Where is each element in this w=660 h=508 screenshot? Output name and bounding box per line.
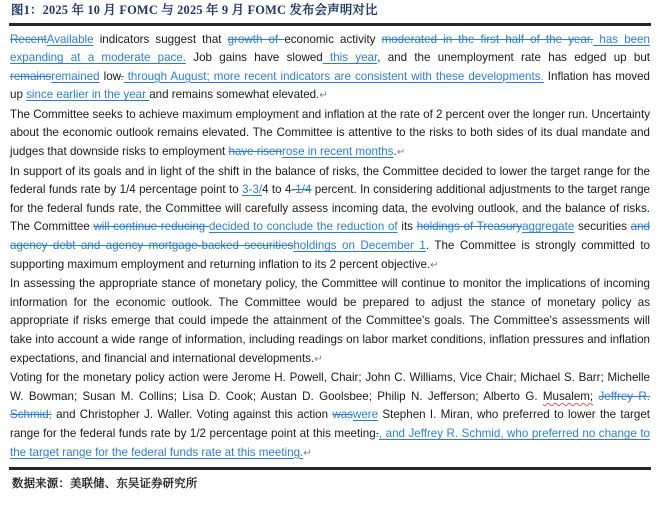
deleted-text: Recent: [10, 32, 47, 46]
unchanged-text: In support of its goals and in light of the shift in the balance of risks, the Committee decided to lower the target range for the federal funds rate by 1/4 percentage point to: [10, 164, 650, 197]
paragraph-4: [10, 275, 650, 369]
unchanged-text: The Committee seeks to achieve maximum employment and inflation at the rate of 2 percent over the longer run. Uncertainty about the economic outlook remains elevated. The Committee is attentive to the risks to both sides of its dual mandate and judges that downside risks to employment: [10, 107, 650, 159]
inserted-text: aggregate: [522, 220, 575, 234]
unchanged-text: economic activity: [284, 32, 382, 46]
inserted-text: since earlier in the year: [26, 88, 150, 102]
unchanged-text: indicators suggest that: [93, 32, 228, 46]
inserted-text: 3-3/: [242, 183, 263, 197]
paragraph-2: [10, 106, 650, 163]
deleted-text: holdings of Treasury: [416, 220, 523, 234]
paragraph-5: [10, 369, 650, 463]
deleted-text: have risen: [228, 145, 282, 159]
paragraph-mark: ↵: [396, 147, 406, 159]
unchanged-text: Inflation has moved up: [10, 69, 650, 102]
paragraph-mark: ↵: [303, 447, 312, 459]
source-note: 数据来源：美联储、东吴证券研究所: [12, 478, 198, 491]
unchanged-text: In assessing the appropriate stance of monetary policy, the Committee will continue to monitor the implications of incoming information for the economic outlook. The Committee would be prepared to adjust the stance of monetary policy as appropriate if risks emerge that could impede the attainment of the Committee's goals. The Committee's assessments will take into account a wide range of information, including readings on labor market conditions, inflation pressures and inflation expectations, and financial and international developments.: [10, 277, 650, 365]
unchanged-text: securities: [574, 220, 631, 234]
inserted-text: holdings on December 1: [293, 239, 426, 253]
figure-title: 图1：2025 年 10 月 FOMC 与 2025 年 9 月 FOMC 发布会声明对比: [11, 3, 378, 17]
unchanged-text: and Christopher J. Waller. Voting against this action: [51, 408, 333, 422]
deleted-text: moderated in the first half of the year.: [381, 32, 594, 46]
unchanged-text: its: [397, 220, 417, 234]
inserted-text: has been expanding at a moderate pace.: [10, 32, 650, 65]
unchanged-text: 4 to 4: [262, 183, 292, 197]
statement-comparison-body: [9, 26, 651, 464]
inserted-text: decided to conclude the reduction of: [208, 220, 398, 234]
inserted-text: , and Jeffrey R. Schmid, who preferred no change to the target range for the federal funds rate at this meeting.: [10, 426, 650, 459]
paragraph-mark: ↵: [314, 353, 323, 365]
deleted-text: was: [332, 408, 353, 422]
inserted-text: were: [352, 408, 379, 422]
deleted-text: Jeffrey R. Schmid;: [10, 389, 650, 422]
deleted-text: remains: [10, 69, 52, 83]
deleted-text: .: [375, 426, 379, 440]
unchanged-text: . The Committee is strongly committed to supporting maximum employment and returning inflation to its 2 percent objective.: [10, 239, 650, 271]
deleted-text: will continue reducing: [93, 220, 209, 234]
paragraph-mark: ↵: [319, 90, 328, 102]
inserted-text: through August; more recent indicators are consistent with these developments.: [123, 69, 544, 83]
paragraph-mark: ↵: [430, 259, 439, 271]
unchanged-text: .: [393, 145, 397, 159]
unchanged-text: Voting for the monetary policy action were Jerome H. Powell, Chair; John C. Williams, Vice Chair; Michael S. Barr; Michelle W. Bowman; Susan M. Collins; Lisa D. Cook; Austan D. Goolsbee; Philip N. Jefferson; Alberto G.: [10, 371, 650, 403]
inserted-text: this year: [322, 51, 378, 65]
paragraph-1: [10, 31, 650, 106]
deleted-text: and agency debt and agency mortgage-backed securities: [10, 220, 650, 253]
unchanged-text: and remains somewhat elevated.: [149, 88, 320, 102]
deleted-text: .: [120, 69, 124, 83]
inserted-text: rose in recent months: [281, 145, 394, 159]
unchanged-text: , and the unemployment rate has edged up but: [377, 51, 650, 65]
unchanged-text: Job gains have slowed: [186, 51, 323, 65]
unchanged-text: Stephen I. Miran, who preferred to lower the target range for the federal funds rate by 1/2 percentage point at this meeting: [10, 408, 650, 440]
spellcheck-text: Musalem;: [542, 389, 594, 403]
unchanged-text: low: [99, 69, 121, 83]
inserted-text: Available: [46, 32, 94, 46]
deleted-text: -1/4: [291, 183, 312, 197]
deleted-text: growth of: [227, 32, 285, 46]
paragraph-3: [10, 163, 650, 276]
inserted-text: remained: [51, 69, 100, 83]
unchanged-text: percent. In considering additional adjustments to the target range for the federal funds rate, the Committee will carefully assess incoming data, the evolving outlook, and the balance of risks. The Committee: [10, 183, 650, 234]
